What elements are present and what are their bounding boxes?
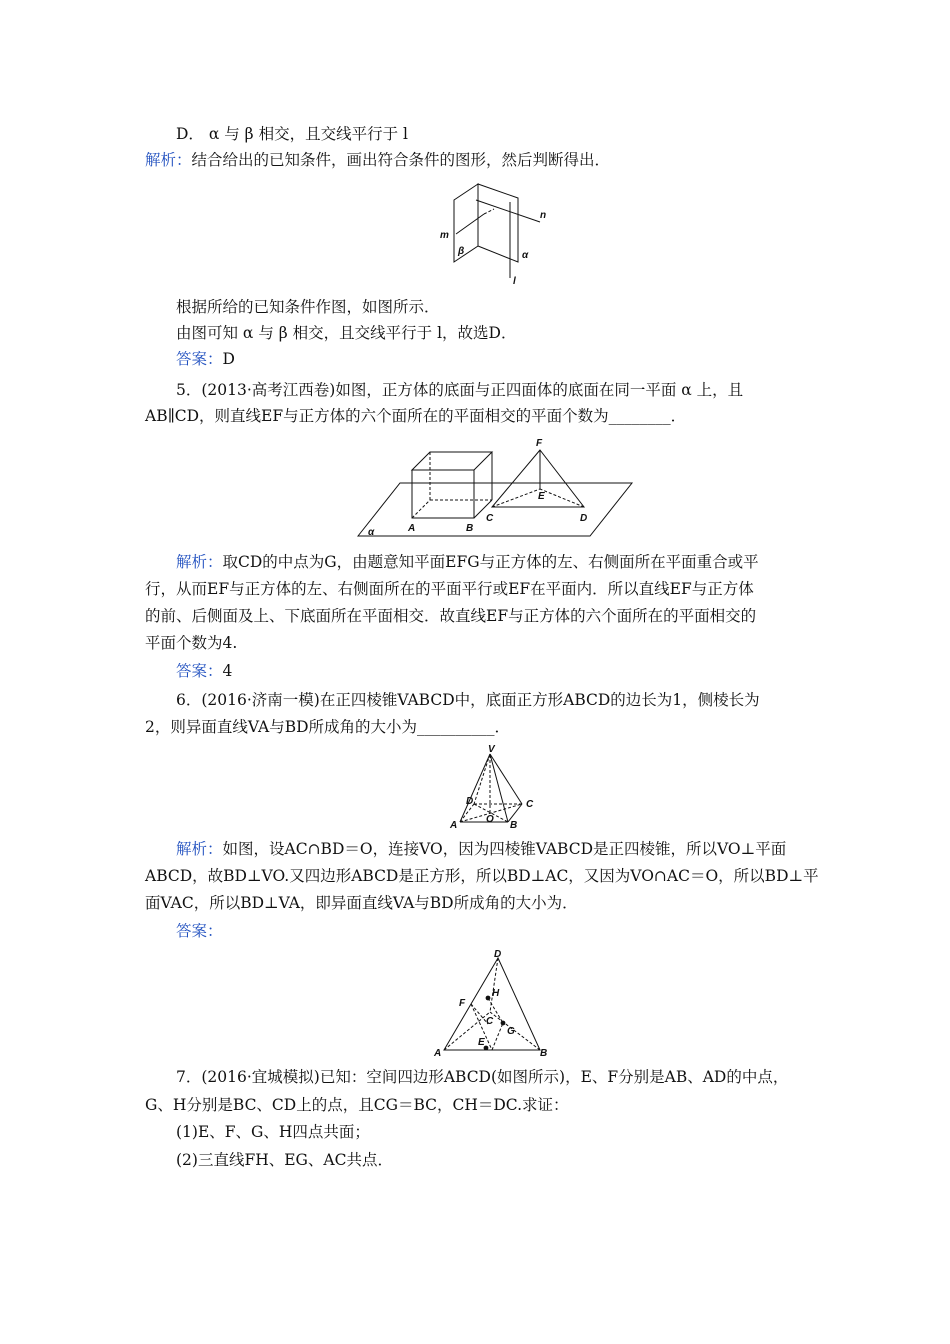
label-C: C — [526, 799, 534, 810]
q6-figure — [446, 744, 540, 830]
label-F: F — [459, 998, 466, 1009]
label-B: B — [510, 820, 518, 830]
label-alpha: α — [368, 527, 375, 538]
q5-answer — [176, 660, 232, 682]
q4-after-2: 由图可知 α 与 β 相交，且交线平行于 l，故选D． — [176, 324, 517, 342]
analysis-label: 解析： — [176, 553, 223, 571]
answer-label: 答案： — [176, 662, 223, 680]
label-m: m — [440, 230, 449, 241]
label-E: E — [538, 491, 545, 502]
analysis-text: 结合给出的已知条件，画出符合条件的图形，然后判断得出． — [191, 151, 611, 169]
q6-answer — [176, 920, 223, 942]
label-V: V — [488, 744, 495, 755]
q6-analysis-3: 面VAC，所以BD⊥VA，即异面直线VA与BD所成角的大小为． — [145, 894, 578, 912]
q4-answer — [176, 348, 235, 370]
label-D: D — [494, 949, 502, 960]
label-D: D — [580, 513, 588, 524]
label-A: A — [434, 1048, 442, 1059]
label-E: E — [478, 1037, 485, 1048]
q5-analysis-2: 行，从而EF与正方体的左、右侧面所在的平面平行或EF在平面内．所以直线EF与正方体 — [145, 580, 754, 598]
q7-figure — [430, 948, 560, 1060]
answer-value: D — [222, 350, 235, 368]
analysis-label: 解析： — [145, 151, 192, 169]
label-D: D — [466, 796, 474, 807]
q4-after-1: 根据所给的已知条件作图，如图所示． — [176, 298, 440, 316]
q6-stem-1: 6．(2016·济南一模)在正四棱锥VABCD中，底面正方形ABCD的边长为1，侧棱长为 — [176, 691, 760, 709]
label-n: n — [540, 210, 547, 221]
q5-analysis-3: 的前、后侧面及上、下底面所在平面相交．故直线EF与正方体的六个面所在的平面相交的 — [145, 607, 757, 625]
q5-stem-1: 5．(2013·高考江西卷)如图，正方体的底面与正四面体的底面在同一平面 α 上，且 — [176, 381, 744, 399]
q7-stem-1: 7．(2016·宜城模拟)已知：空间四边形ABCD(如图所示)，E、F分别是AB、AD的中点， — [176, 1068, 789, 1086]
q4-analysis — [145, 149, 610, 171]
label-A: A — [450, 820, 458, 830]
analysis-text: 取CD的中点为G，由题意知平面EFG与正方体的左、右侧面所在平面重合或平 — [222, 553, 759, 571]
label-C: C — [486, 513, 494, 524]
q4-figure — [436, 182, 552, 288]
label-A: A — [408, 523, 416, 534]
answer-label: 答案： — [176, 922, 223, 940]
answer-label: 答案： — [176, 350, 223, 368]
label-C: C — [486, 1016, 494, 1027]
q5-stem-2: AB∥CD，则直线EF与正方体的六个面所在的平面相交的平面个数为________． — [145, 407, 687, 425]
q7-part-2: (2)三直线FH、EG、AC共点． — [176, 1151, 393, 1169]
label-O: O — [486, 814, 494, 825]
analysis-text: 如图，设AC∩BD＝O，连接VO，因为四棱锥VABCD是正四棱锥，所以VO⊥平面 — [222, 840, 787, 858]
label-beta: β — [458, 246, 465, 257]
q5-figure — [356, 437, 636, 540]
analysis-label: 解析： — [176, 840, 223, 858]
label-G: G — [507, 1026, 515, 1037]
label-H: H — [492, 988, 500, 999]
label-B: B — [466, 523, 474, 534]
q7-stem-2: G、H分别是BC、CD上的点，且CG＝BC，CH＝DC.求证： — [145, 1096, 569, 1114]
label-l: l — [513, 276, 516, 287]
option-d: D． α 与 β 相交，且交线平行于 l — [176, 125, 408, 143]
q6-analysis-2: ABCD，故BD⊥VO.又四边形ABCD是正方形，所以BD⊥AC，又因为VO∩AC＝O，所以BD⊥平 — [145, 867, 819, 885]
q7-part-1: (1)E、F、G、H四点共面； — [176, 1123, 370, 1141]
q5-analysis-4: 平面个数为4. — [145, 634, 238, 652]
label-alpha: α — [522, 250, 529, 261]
q6-analysis-1 — [176, 838, 786, 860]
q6-stem-2: 2，则异面直线VA与BD所成角的大小为__________． — [145, 718, 511, 736]
label-F: F — [536, 438, 543, 449]
label-B: B — [540, 1048, 548, 1059]
q5-analysis-1 — [176, 551, 759, 573]
answer-value: 4 — [222, 662, 233, 680]
